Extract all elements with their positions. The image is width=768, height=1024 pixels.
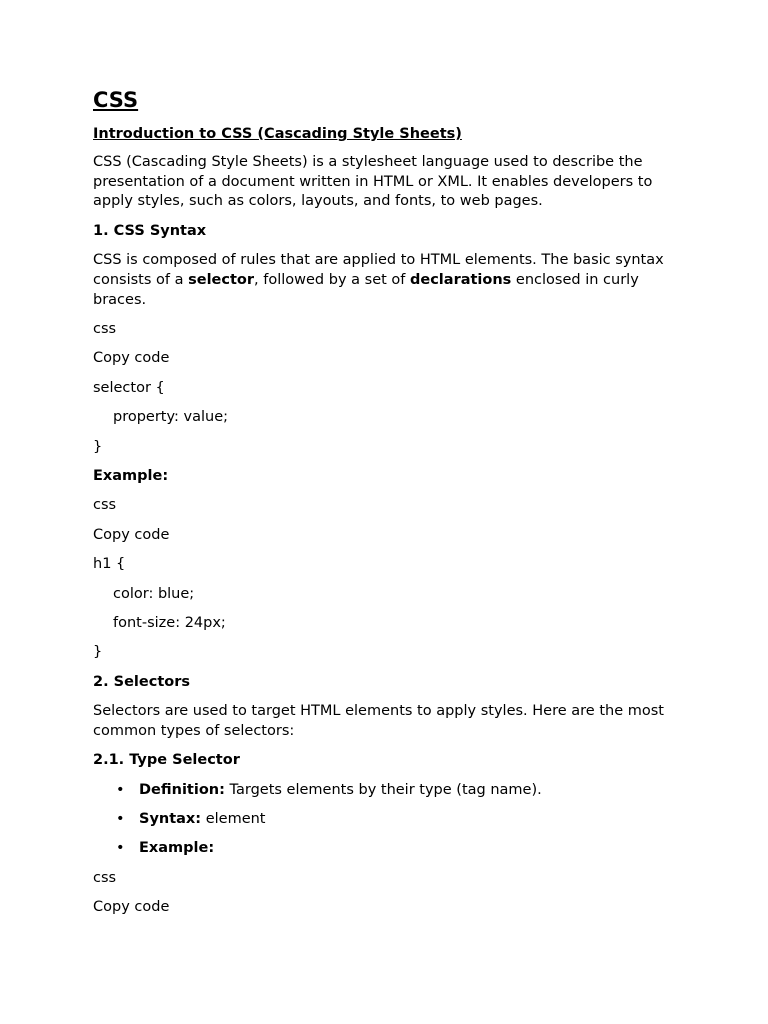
selector-term: selector	[188, 271, 255, 288]
example-label: Example:	[93, 467, 169, 484]
code-line: h1 {	[93, 556, 126, 573]
syntax-paragraph	[93, 251, 683, 310]
code-line: font-size: 24px;	[113, 614, 226, 631]
subsection-heading-type-selector: 2.1. Type Selector	[93, 752, 240, 769]
list-item	[93, 781, 683, 801]
code-line: color: blue;	[113, 585, 195, 602]
copy-code-button[interactable]: Copy code	[93, 526, 170, 543]
copy-code-button[interactable]: Copy code	[93, 899, 170, 916]
list-item	[93, 839, 683, 859]
list-item-text: Targets elements by their type (tag name).	[224, 781, 542, 798]
list-item	[93, 810, 683, 830]
code-line: }	[93, 644, 103, 661]
document-page	[93, 86, 683, 928]
bullet-icon: •	[116, 781, 125, 798]
list-item-label: Example:	[139, 840, 215, 857]
declarations-term: declarations	[410, 271, 512, 288]
code-line: }	[93, 438, 103, 455]
section-heading-selectors: 2. Selectors	[93, 673, 190, 690]
syntax-text-b: , followed by a set of	[254, 271, 410, 288]
section-heading-syntax: 1. CSS Syntax	[93, 222, 207, 239]
syntax-text-a: CSS is composed of rules that are applied to HTML elements. The basic syntax consists of a	[93, 252, 664, 288]
document-title: CSS	[93, 88, 139, 112]
code-language-label: css	[93, 497, 117, 514]
bullet-icon: •	[116, 840, 125, 857]
intro-paragraph: CSS (Cascading Style Sheets) is a stylesheet language used to describe the presentation of a document written in HTML or XML. It enables developers to apply styles, such as colors, layouts, and fonts, to web pages.	[93, 154, 653, 210]
code-language-label: css	[93, 869, 117, 886]
list-item-label: Syntax:	[139, 810, 202, 827]
selectors-paragraph: Selectors are used to target HTML elements to apply styles. Here are the most common types of selectors:	[93, 703, 664, 739]
copy-code-button[interactable]: Copy code	[93, 350, 170, 367]
type-selector-list	[93, 781, 683, 859]
document-subtitle: Introduction to CSS (Cascading Style Sheets)	[93, 126, 462, 142]
code-line: selector {	[93, 379, 165, 396]
list-item-text: element	[201, 810, 266, 827]
syntax-text-c: enclosed in curly braces.	[93, 271, 639, 308]
code-language-label: css	[93, 320, 117, 337]
list-item-label: Definition:	[139, 781, 225, 798]
bullet-icon: •	[116, 810, 125, 827]
code-line: property: value;	[113, 409, 229, 426]
